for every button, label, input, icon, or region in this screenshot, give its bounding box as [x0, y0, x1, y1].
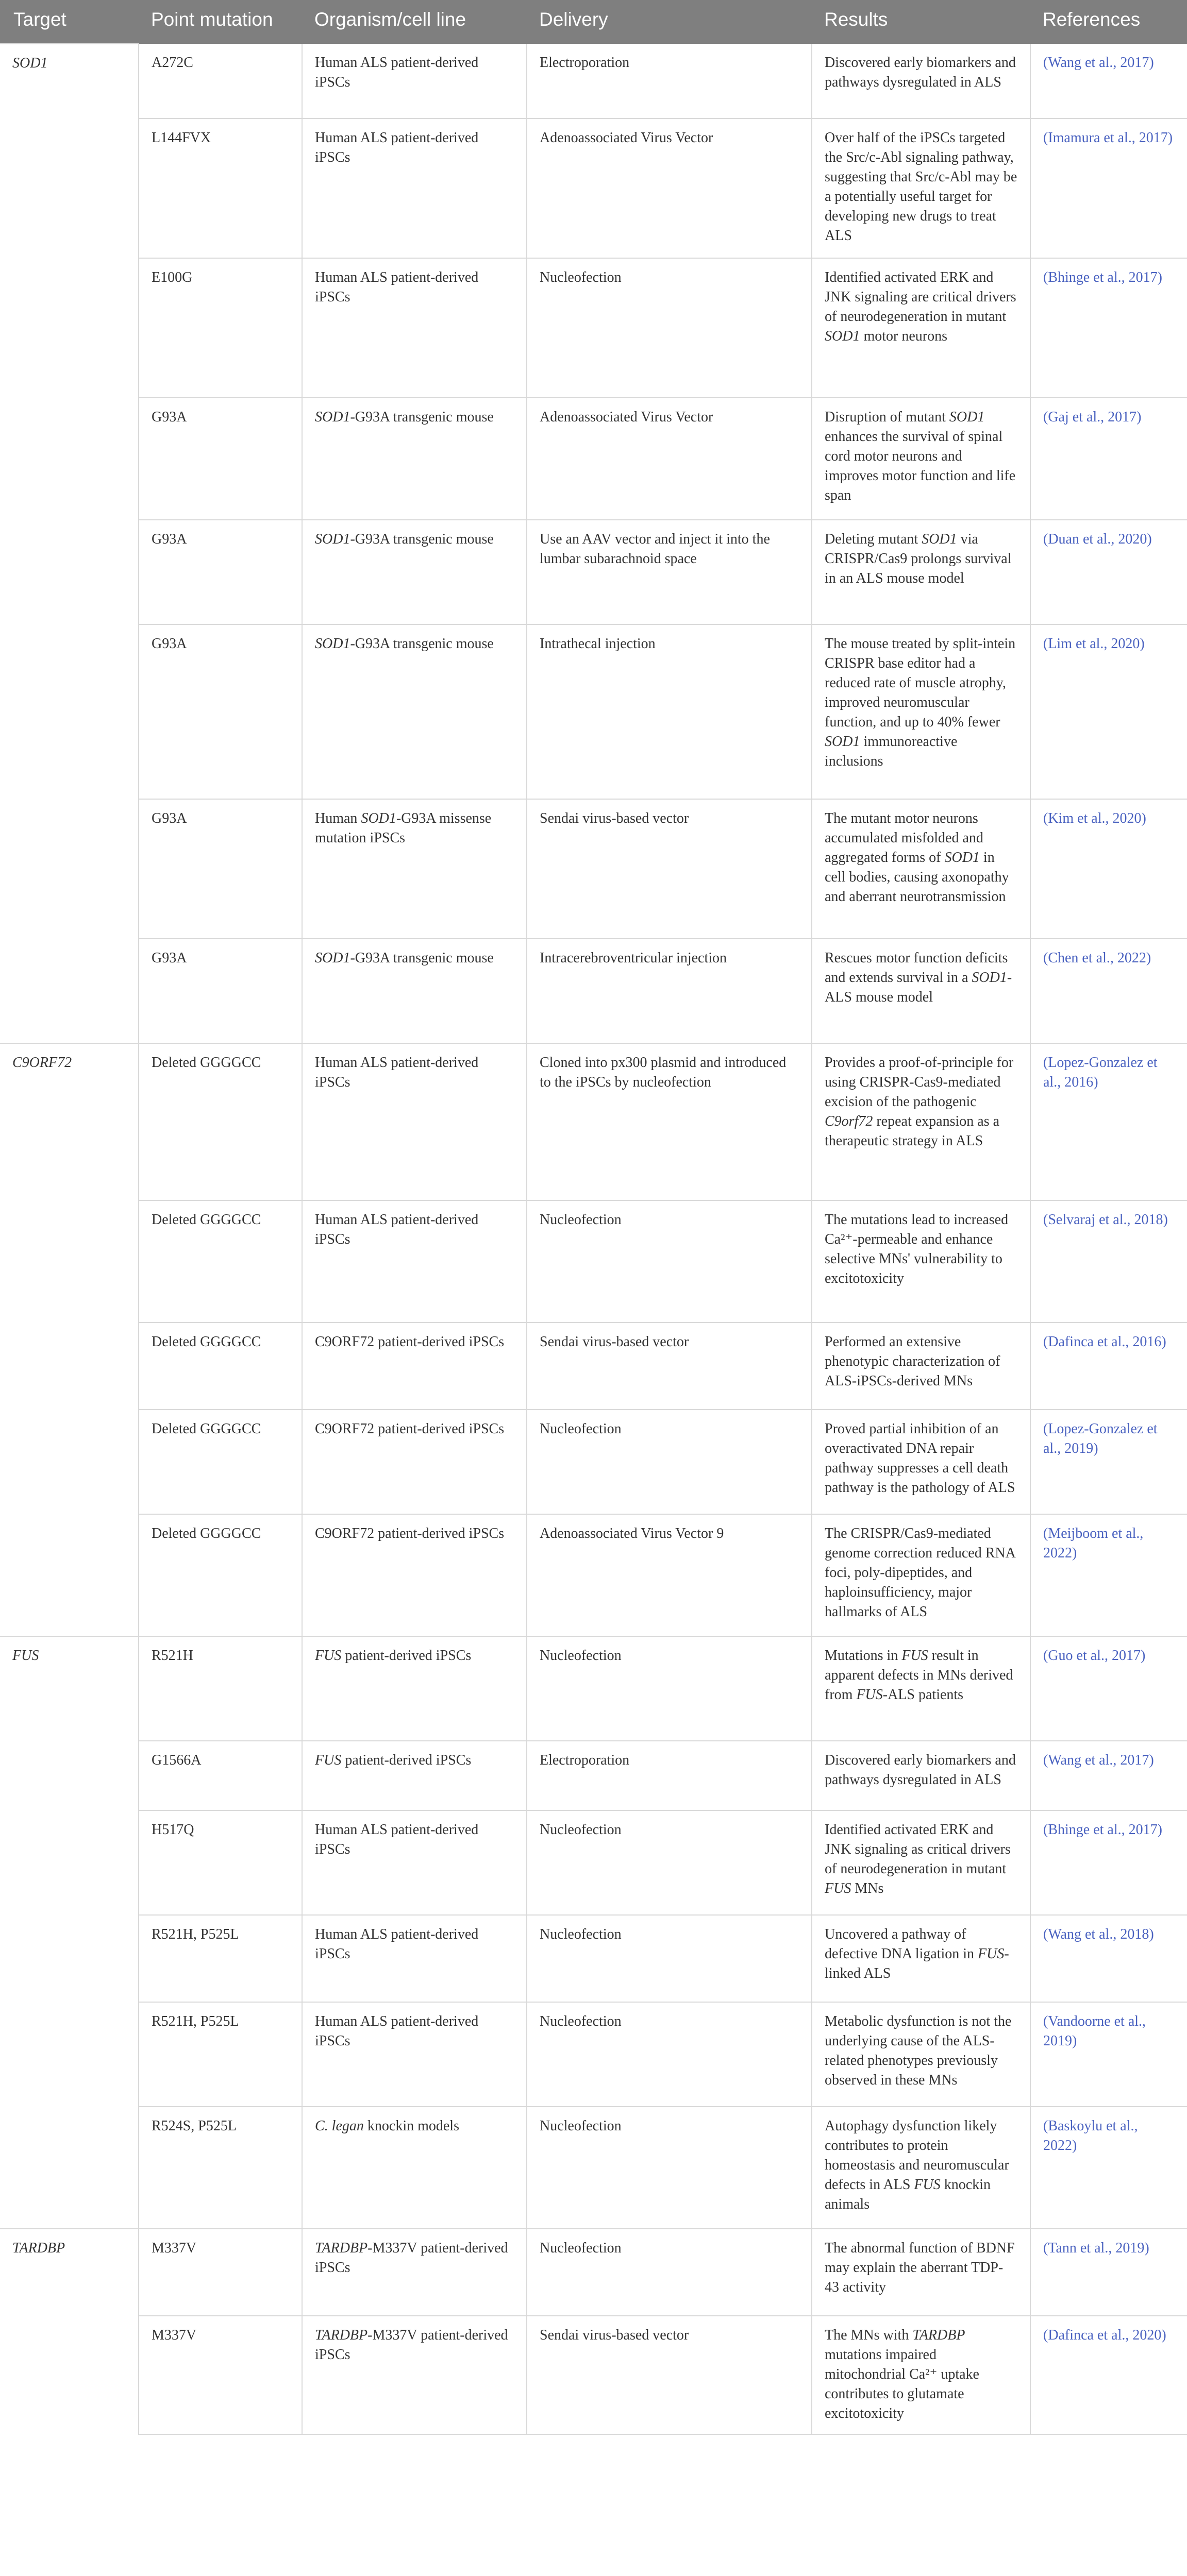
cell-results: The mutant motor neurons accumulated misfolded and aggregated forms of SOD1 in cell bodies, causing axonopathy and aberrant neurotransmission	[812, 799, 1030, 939]
cell-organism: SOD1-G93A transgenic mouse	[302, 520, 527, 624]
cell-point-mutation: G93A	[139, 520, 302, 624]
cell-point-mutation: Deleted GGGGCC	[139, 1410, 302, 1514]
cell-delivery: Nucleofection	[527, 258, 812, 398]
cell-reference[interactable]: (Baskoylu et al., 2022)	[1030, 2107, 1187, 2229]
cell-delivery: Cloned into px300 plasmid and introduced to the iPSCs by nucleofection	[527, 1043, 812, 1200]
table-row	[0, 799, 1187, 939]
cell-target	[0, 799, 139, 939]
cell-results: The CRISPR/Cas9-mediated genome correction reduced RNA foci, poly-dipeptides, and haploinsufficiency, major hallmarks of ALS	[812, 1514, 1030, 1636]
cell-organism: Human ALS patient-derived iPSCs	[302, 1915, 527, 2002]
header-target: Target	[0, 0, 139, 44]
cell-results: Over half of the iPSCs targeted the Src/c-Abl signaling pathway, suggesting that Src/c-Abl may be a potentially useful target for developing new drugs to treat ALS	[812, 118, 1030, 258]
cell-organism: TARDBP-M337V patient-derived iPSCs	[302, 2316, 527, 2434]
cell-organism: Human ALS patient-derived iPSCs	[302, 1810, 527, 1915]
cell-target	[0, 520, 139, 624]
cell-delivery: Use an AAV vector and inject it into the lumbar subarachnoid space	[527, 520, 812, 624]
cell-reference[interactable]: (Bhinge et al., 2017)	[1030, 258, 1187, 398]
cell-target	[0, 2107, 139, 2229]
cell-delivery: Electroporation	[527, 44, 812, 118]
cell-delivery: Adenoassociated Virus Vector 9	[527, 1514, 812, 1636]
cell-reference[interactable]: (Wang et al., 2017)	[1030, 1741, 1187, 1810]
table-row	[0, 1514, 1187, 1636]
cell-target	[0, 1915, 139, 2002]
cell-reference[interactable]: (Imamura et al., 2017)	[1030, 118, 1187, 258]
header-results: Results	[812, 0, 1030, 44]
header-organism: Organism/cell line	[302, 0, 527, 44]
table-row	[0, 258, 1187, 398]
table-body	[0, 44, 1187, 2434]
cell-point-mutation: G1566A	[139, 1741, 302, 1810]
cell-point-mutation: Deleted GGGGCC	[139, 1200, 302, 1323]
cell-point-mutation: E100G	[139, 258, 302, 398]
cell-reference[interactable]: (Lim et al., 2020)	[1030, 624, 1187, 799]
cell-reference[interactable]: (Gaj et al., 2017)	[1030, 398, 1187, 520]
cell-reference[interactable]: (Lopez-Gonzalez et al., 2019)	[1030, 1410, 1187, 1514]
table-row	[0, 1741, 1187, 1810]
cell-organism: Human ALS patient-derived iPSCs	[302, 258, 527, 398]
cell-target	[0, 2002, 139, 2107]
cell-target	[0, 1514, 139, 1636]
cell-organism: C9ORF72 patient-derived iPSCs	[302, 1514, 527, 1636]
cell-reference[interactable]: (Meijboom et al., 2022)	[1030, 1514, 1187, 1636]
cell-target	[0, 1410, 139, 1514]
cell-point-mutation: R521H, P525L	[139, 2002, 302, 2107]
table-row	[0, 2229, 1187, 2316]
cell-organism: Human ALS patient-derived iPSCs	[302, 118, 527, 258]
header-delivery: Delivery	[527, 0, 812, 44]
cell-reference[interactable]: (Wang et al., 2018)	[1030, 1915, 1187, 2002]
cell-organism: Human SOD1-G93A missense mutation iPSCs	[302, 799, 527, 939]
cell-organism: C9ORF72 patient-derived iPSCs	[302, 1323, 527, 1410]
table-row	[0, 624, 1187, 799]
cell-reference[interactable]: (Vandoorne et al., 2019)	[1030, 2002, 1187, 2107]
cell-target	[0, 1741, 139, 1810]
cell-organism: Human ALS patient-derived iPSCs	[302, 1200, 527, 1323]
cell-point-mutation: G93A	[139, 398, 302, 520]
cell-delivery: Adenoassociated Virus Vector	[527, 398, 812, 520]
cell-point-mutation: R524S, P525L	[139, 2107, 302, 2229]
cell-point-mutation: Deleted GGGGCC	[139, 1043, 302, 1200]
cell-organism: Human ALS patient-derived iPSCs	[302, 44, 527, 118]
cell-delivery: Intracerebroventricular injection	[527, 939, 812, 1043]
table-row	[0, 44, 1187, 118]
cell-target: FUS	[0, 1636, 139, 1741]
cell-target	[0, 624, 139, 799]
cell-delivery: Nucleofection	[527, 1915, 812, 2002]
cell-results: Discovered early biomarkers and pathways dysregulated in ALS	[812, 1741, 1030, 1810]
cell-results: Disruption of mutant SOD1 enhances the survival of spinal cord motor neurons and improves motor function and life span	[812, 398, 1030, 520]
cell-reference[interactable]: (Dafinca et al., 2016)	[1030, 1323, 1187, 1410]
cell-delivery: Nucleofection	[527, 2229, 812, 2316]
cell-reference[interactable]: (Lopez-Gonzalez et al., 2016)	[1030, 1043, 1187, 1200]
cell-point-mutation: A272C	[139, 44, 302, 118]
cell-point-mutation: R521H	[139, 1636, 302, 1741]
cell-delivery: Intrathecal injection	[527, 624, 812, 799]
cell-target	[0, 939, 139, 1043]
cell-target	[0, 398, 139, 520]
table-row	[0, 2002, 1187, 2107]
cell-organism: SOD1-G93A transgenic mouse	[302, 624, 527, 799]
cell-results: Proved partial inhibition of an overactivated DNA repair pathway suppresses a cell death pathway is the pathology of ALS	[812, 1410, 1030, 1514]
cell-delivery: Sendai virus-based vector	[527, 799, 812, 939]
cell-results: The abnormal function of BDNF may explain the aberrant TDP-43 activity	[812, 2229, 1030, 2316]
cell-results: Provides a proof-of-principle for using CRISPR-Cas9-mediated excision of the pathogenic C9orf72 repeat expansion as a therapeutic strategy in ALS	[812, 1043, 1030, 1200]
cell-results: The mutations lead to increased Ca²⁺-permeable and enhance selective MNs' vulnerability to excitotoxicity	[812, 1200, 1030, 1323]
cell-reference[interactable]: (Kim et al., 2020)	[1030, 799, 1187, 939]
header-point-mutation: Point mutation	[139, 0, 302, 44]
cell-reference[interactable]: (Wang et al., 2017)	[1030, 44, 1187, 118]
cell-organism: SOD1-G93A transgenic mouse	[302, 398, 527, 520]
cell-results: Uncovered a pathway of defective DNA ligation in FUS-linked ALS	[812, 1915, 1030, 2002]
cell-organism: FUS patient-derived iPSCs	[302, 1741, 527, 1810]
cell-target	[0, 118, 139, 258]
cell-reference[interactable]: (Guo et al., 2017)	[1030, 1636, 1187, 1741]
cell-results: The mouse treated by split-intein CRISPR base editor had a reduced rate of muscle atrophy, improved neuromuscular function, and up to 40% fewer SOD1 immunoreactive inclusions	[812, 624, 1030, 799]
cell-results: The MNs with TARDBP mutations impaired mitochondrial Ca²⁺ uptake contributes to glutamate excitotoxicity	[812, 2316, 1030, 2434]
cell-delivery: Nucleofection	[527, 1636, 812, 1741]
header-references: References	[1030, 0, 1187, 44]
cell-target	[0, 1810, 139, 1915]
table-row	[0, 1915, 1187, 2002]
cell-reference[interactable]: (Tann et al., 2019)	[1030, 2229, 1187, 2316]
cell-results: Mutations in FUS result in apparent defects in MNs derived from FUS-ALS patients	[812, 1636, 1030, 1741]
cell-delivery: Nucleofection	[527, 1810, 812, 1915]
cell-target	[0, 258, 139, 398]
cell-delivery: Sendai virus-based vector	[527, 1323, 812, 1410]
cell-target	[0, 1323, 139, 1410]
table-row	[0, 1043, 1187, 1200]
cell-results: Metabolic dysfunction is not the underlying cause of the ALS-related phenotypes previously observed in these MNs	[812, 2002, 1030, 2107]
cell-point-mutation: Deleted GGGGCC	[139, 1514, 302, 1636]
cell-results: Discovered early biomarkers and pathways dysregulated in ALS	[812, 44, 1030, 118]
cell-delivery: Sendai virus-based vector	[527, 2316, 812, 2434]
cell-reference[interactable]: (Dafinca et al., 2020)	[1030, 2316, 1187, 2434]
cell-delivery: Nucleofection	[527, 2002, 812, 2107]
table-row	[0, 398, 1187, 520]
table-row	[0, 1636, 1187, 1741]
cell-results: Identified activated ERK and JNK signaling as critical drivers of neurodegeneration in mutant FUS MNs	[812, 1810, 1030, 1915]
cell-results: Autophagy dysfunction likely contributes to protein homeostasis and neuromuscular defects in ALS FUS knockin animals	[812, 2107, 1030, 2229]
cell-point-mutation: R521H, P525L	[139, 1915, 302, 2002]
cell-point-mutation: M337V	[139, 2316, 302, 2434]
cell-point-mutation: Deleted GGGGCC	[139, 1323, 302, 1410]
cell-reference[interactable]: (Duan et al., 2020)	[1030, 520, 1187, 624]
cell-target	[0, 1200, 139, 1323]
table-row	[0, 939, 1187, 1043]
cell-reference[interactable]: (Selvaraj et al., 2018)	[1030, 1200, 1187, 1323]
cell-reference[interactable]: (Chen et al., 2022)	[1030, 939, 1187, 1043]
table-row	[0, 2107, 1187, 2229]
cell-point-mutation: G93A	[139, 799, 302, 939]
header-row	[0, 0, 1187, 44]
cell-organism: FUS patient-derived iPSCs	[302, 1636, 527, 1741]
table-header	[0, 0, 1187, 44]
cell-point-mutation: M337V	[139, 2229, 302, 2316]
cell-organism: Human ALS patient-derived iPSCs	[302, 1043, 527, 1200]
cell-organism: SOD1-G93A transgenic mouse	[302, 939, 527, 1043]
cell-delivery: Nucleofection	[527, 2107, 812, 2229]
table-row	[0, 1323, 1187, 1410]
cell-target: C9ORF72	[0, 1043, 139, 1200]
table-row	[0, 520, 1187, 624]
cell-point-mutation: G93A	[139, 624, 302, 799]
table-row	[0, 1810, 1187, 1915]
cell-target	[0, 2316, 139, 2434]
cell-delivery: Adenoassociated Virus Vector	[527, 118, 812, 258]
cell-point-mutation: G93A	[139, 939, 302, 1043]
cell-results: Deleting mutant SOD1 via CRISPR/Cas9 prolongs survival in an ALS mouse model	[812, 520, 1030, 624]
cell-reference[interactable]: (Bhinge et al., 2017)	[1030, 1810, 1187, 1915]
table-row	[0, 1200, 1187, 1323]
table-row	[0, 118, 1187, 258]
cell-results: Rescues motor function deficits and extends survival in a SOD1-ALS mouse model	[812, 939, 1030, 1043]
cell-results: Identified activated ERK and JNK signaling are critical drivers of neurodegeneration in mutant SOD1 motor neurons	[812, 258, 1030, 398]
cell-delivery: Electroporation	[527, 1741, 812, 1810]
cell-target: TARDBP	[0, 2229, 139, 2316]
cell-point-mutation: H517Q	[139, 1810, 302, 1915]
cell-organism: C9ORF72 patient-derived iPSCs	[302, 1410, 527, 1514]
cell-point-mutation: L144FVX	[139, 118, 302, 258]
cell-organism: Human ALS patient-derived iPSCs	[302, 2002, 527, 2107]
table-row	[0, 2316, 1187, 2434]
cell-delivery: Nucleofection	[527, 1410, 812, 1514]
cell-results: Performed an extensive phenotypic characterization of ALS-iPSCs-derived MNs	[812, 1323, 1030, 1410]
cell-organism: C. legan knockin models	[302, 2107, 527, 2229]
table-row	[0, 1410, 1187, 1514]
cell-target: SOD1	[0, 44, 139, 118]
cell-delivery: Nucleofection	[527, 1200, 812, 1323]
cell-organism: TARDBP-M337V patient-derived iPSCs	[302, 2229, 527, 2316]
